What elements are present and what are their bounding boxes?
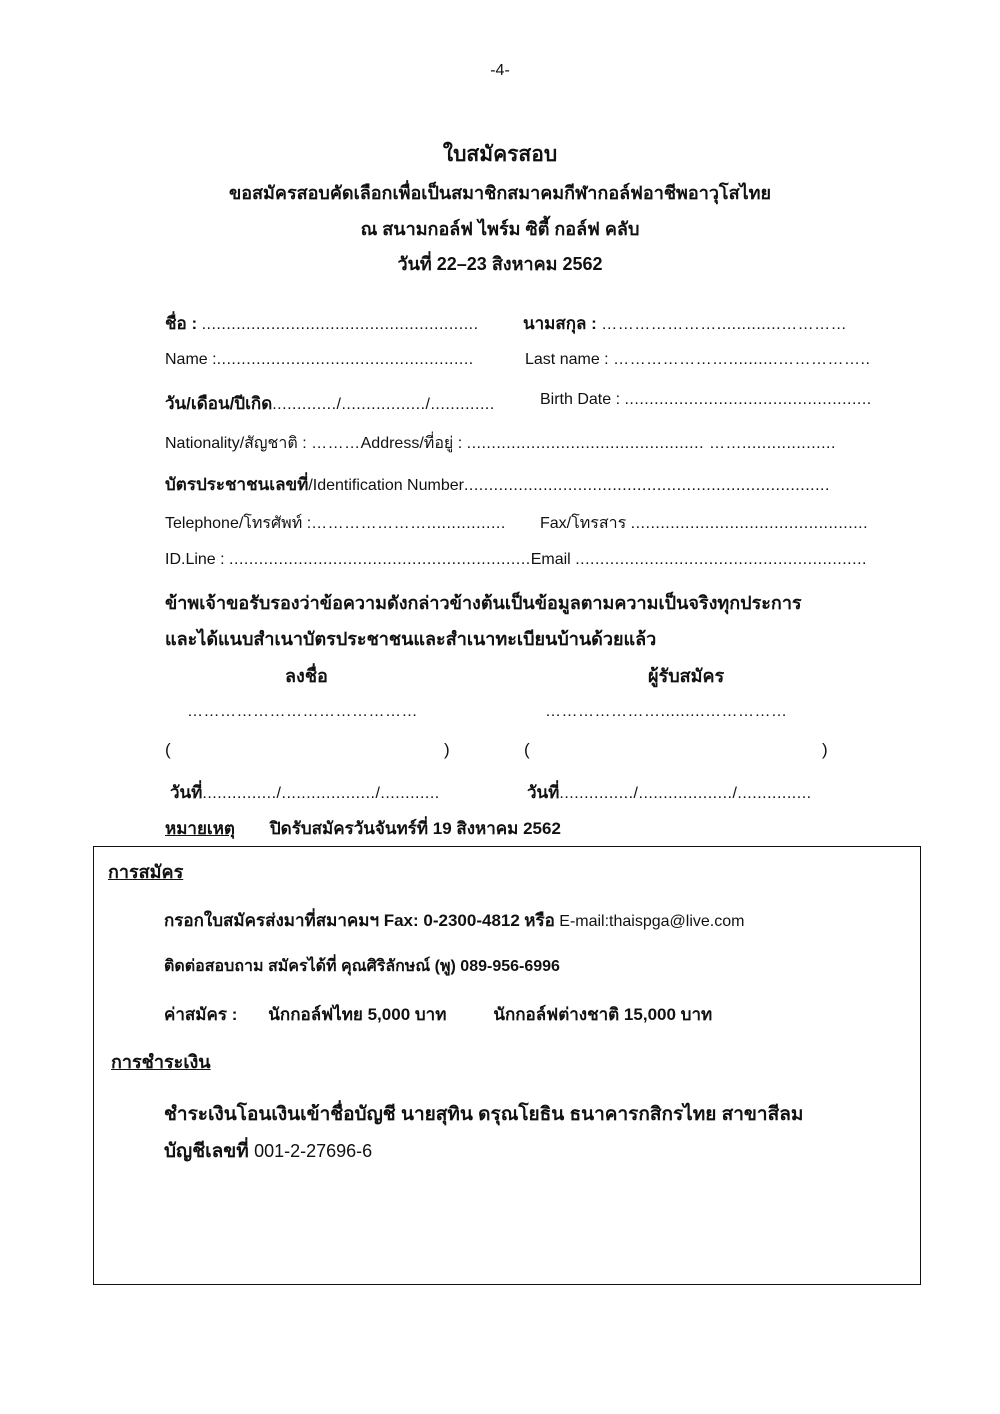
paren-close-right: ) xyxy=(822,740,828,759)
lastname-en-field[interactable] xyxy=(525,351,870,369)
remark xyxy=(165,815,561,842)
surname-th-field[interactable] xyxy=(523,310,847,337)
form-subtitle-1: ขอสมัครสอบคัดเลือกเพื่อเป็นสมาชิกสมาคมกีฬากอล์ฟอาชีพอาวุโสไทย xyxy=(228,183,772,203)
contact-line: ติดต่อสอบถาม สมัครได้ที่ คุณศิริลักษณ์ (พู) 089-956-6996 xyxy=(164,958,560,975)
nationality-address-field[interactable] xyxy=(165,431,836,456)
remark-label: หมายเหตุ xyxy=(165,819,235,838)
receiver-sign-line[interactable]: ………………….........…………… xyxy=(545,703,788,720)
date-left-dots: .............../.................../............ xyxy=(202,785,440,802)
date-right-label: วันที่ xyxy=(527,783,560,802)
form-subtitle-date: วันที่ 22–23 สิงหาคม 2562 xyxy=(397,254,603,274)
id-number-field[interactable] xyxy=(165,471,830,498)
apply-or: หรือ xyxy=(524,911,555,930)
line-id-label: ID.Line : xyxy=(165,551,225,568)
fee-thai: นักกอล์ฟไทย 5,000 บาท xyxy=(268,1005,447,1024)
fee-line xyxy=(164,1001,712,1028)
surname-th-dots: ………………….............………… xyxy=(601,316,848,333)
fax-field[interactable] xyxy=(540,511,868,536)
fee-label: ค่าสมัคร : xyxy=(164,1005,238,1024)
receiver-label: ผู้รับสมัคร xyxy=(648,666,725,686)
date-left-field[interactable] xyxy=(170,779,440,806)
fee-foreign: นักกอล์ฟต่างชาติ 15,000 บาท xyxy=(493,1005,713,1024)
dob-en-label: Birth Date : xyxy=(540,391,621,408)
dob-th-label: วัน/เดือน/ปีเกิด xyxy=(165,394,273,413)
address-dots: ................................................ ……................... xyxy=(466,435,836,452)
paren-open-right: ( xyxy=(524,740,530,759)
info-box xyxy=(93,846,921,1285)
name-th-field[interactable] xyxy=(165,310,479,337)
id-dots: .......................................................................... xyxy=(463,477,830,494)
lastname-en-dots: …………………..........…………….. xyxy=(613,351,871,368)
dob-th-field[interactable] xyxy=(165,390,495,417)
date-right-field[interactable] xyxy=(527,779,812,806)
name-en-field[interactable] xyxy=(165,351,474,369)
sign-line[interactable]: …………………………………… xyxy=(187,703,418,720)
account-number: 001-2-27696-6 xyxy=(254,1141,373,1161)
apply-line-text: กรอกใบสมัครส่งมาที่สมาคมฯ Fax: 0-2300-4812 xyxy=(164,911,520,930)
name-th-label: ชื่อ : xyxy=(165,314,198,333)
id-label-en: /Identification Number xyxy=(308,477,464,494)
name-en-label: Name : xyxy=(165,351,217,368)
email-label: Email xyxy=(530,551,571,568)
telephone-label: Telephone/โทรศัพท์ : xyxy=(165,515,312,532)
fax-dots: ................................................ xyxy=(630,515,869,532)
form-subtitle-2: ณ สนามกอล์ฟ ไพร์ม ซิตี้ กอล์ฟ คลับ xyxy=(360,219,640,239)
certify-line-2: และได้แนบสำเนาบัตรประชาชนและสำเนาทะเบียนบ้านด้วยแล้ว xyxy=(165,629,657,649)
surname-th-label: นามสกุล : xyxy=(523,314,597,333)
telephone-field[interactable] xyxy=(165,511,506,536)
payment-heading: การชำระเงิน xyxy=(111,1052,211,1072)
nationality-label: Nationality/สัญชาติ : xyxy=(165,435,307,452)
apply-heading: การสมัคร xyxy=(108,862,184,882)
payment-line-1: ชำระเงินโอนเงินเข้าชื่อบัญชี นายสุทิน ดรุณโยธิน ธนาคารกสิกรไทย สาขาสีลม xyxy=(164,1104,804,1125)
sign-label: ลงชื่อ xyxy=(285,666,328,686)
date-right-dots: .............../.................../............... xyxy=(559,785,812,802)
line-id-field[interactable] xyxy=(165,551,867,569)
lastname-en-label: Last name : xyxy=(525,351,609,368)
fax-label: Fax/โทรสาร xyxy=(540,515,627,532)
date-left-label: วันที่ xyxy=(170,783,203,802)
payment-line-2 xyxy=(164,1136,372,1166)
apply-email[interactable]: E-mail:thaispga@live.com xyxy=(559,913,745,930)
dob-th-dots: ............./................./............. xyxy=(272,396,495,413)
telephone-dots: …………………................ xyxy=(311,515,506,532)
name-en-dots: .................................................... xyxy=(216,351,474,368)
address-label: Address/ที่อยู่ : xyxy=(360,435,463,452)
nationality-dots: ……… xyxy=(311,435,361,452)
dob-en-dots: .................................................. xyxy=(624,391,872,408)
certify-line-1: ข้าพเจ้าขอรับรองว่าข้อความดังกล่าวข้างต้นเป็นข้อมูลตามความเป็นจริงทุกประการ xyxy=(165,593,802,613)
account-label: บัญชีเลขที่ xyxy=(164,1141,249,1162)
paren-close-left: ) xyxy=(444,740,450,759)
page-number: -4- xyxy=(490,62,510,79)
dob-en-field[interactable] xyxy=(540,391,872,409)
name-th-dots: ........................................................ xyxy=(201,316,479,333)
paren-open-left: ( xyxy=(165,740,171,759)
email-dots: ........................................................... xyxy=(575,551,867,568)
form-title: ใบสมัครสอบ xyxy=(442,143,558,166)
apply-line xyxy=(164,907,744,934)
remark-text: ปิดรับสมัครวันจันทร์ที่ 19 สิงหาคม 2562 xyxy=(269,819,561,838)
id-label-th: บัตรประชาชนเลขที่ xyxy=(165,475,309,494)
line-id-dots: ............................................................. xyxy=(229,551,531,568)
